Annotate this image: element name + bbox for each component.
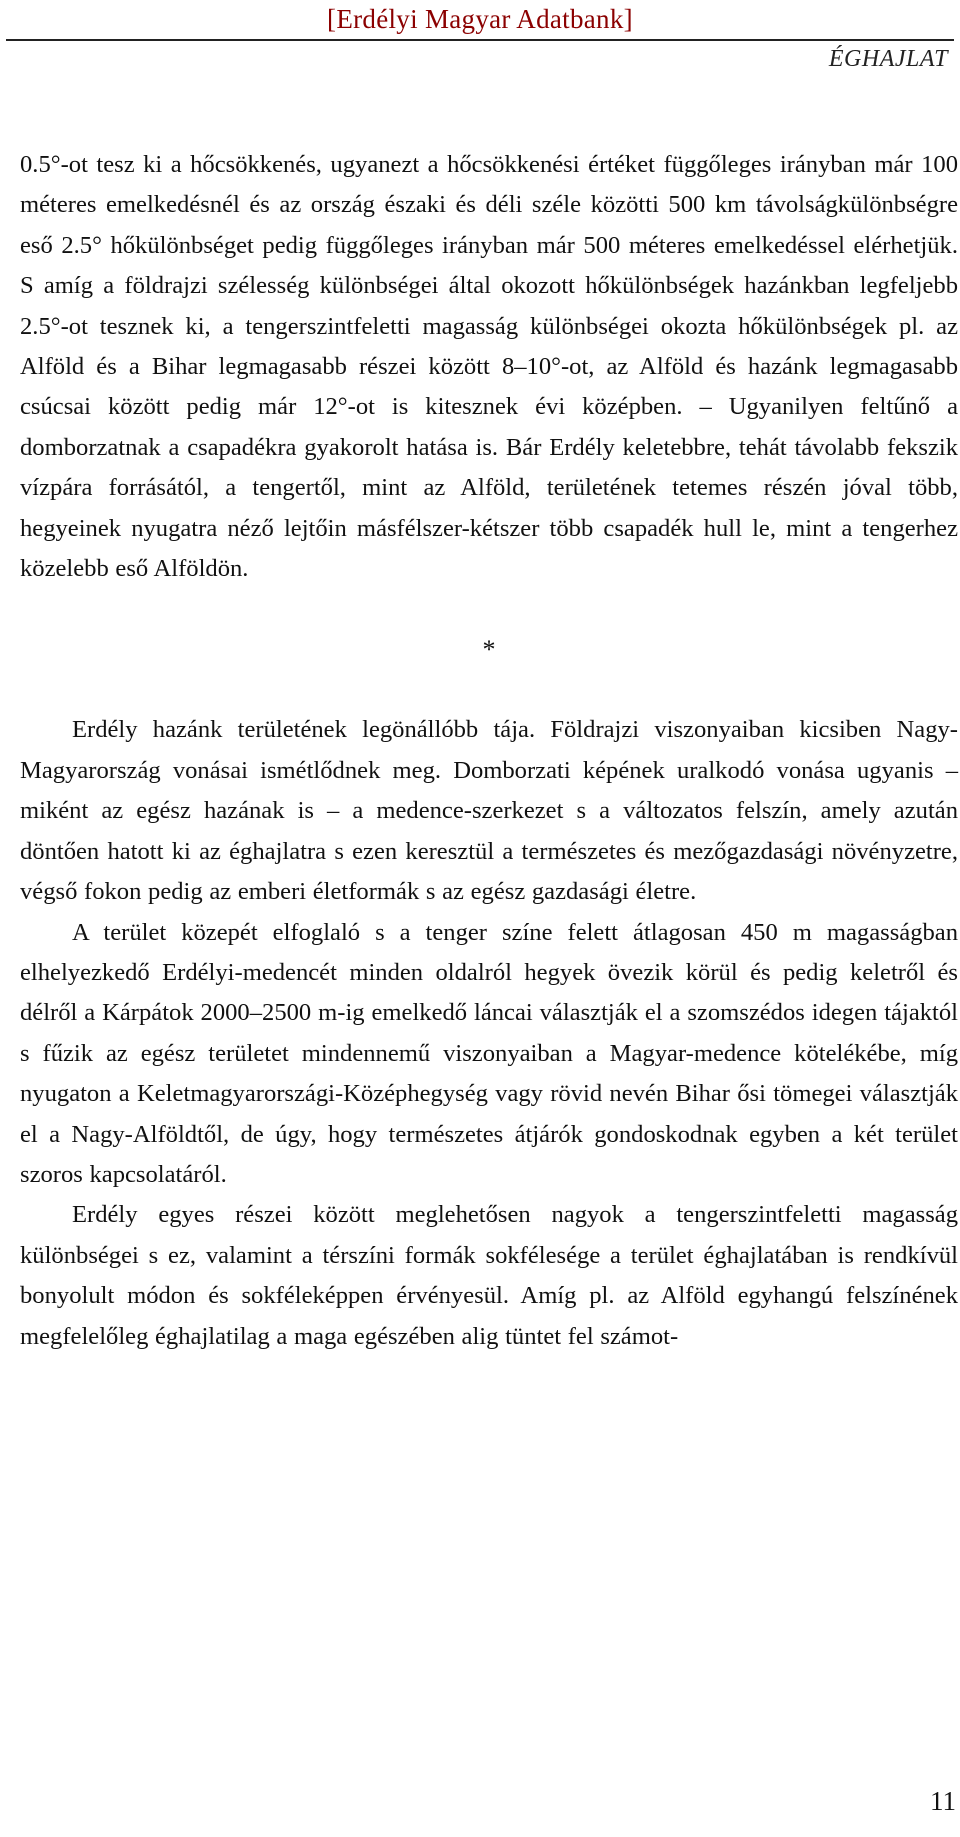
page-header xyxy=(0,0,960,86)
page-number: 11 xyxy=(930,1786,956,1816)
paragraph-3: A terület közepét elfoglaló s a tenger színe felett átlagosan 450 m magasságban elhelyezkedő Erdélyi-medencét minden oldalról hegyek övezik körül és pedig keletről és délről a Kárpátok 2000–2500 m-ig emelkedő láncai választják el a szomszédos idegen tájaktól s fűzik az egész területet mindennemű viszonyaiban a Magyar-medence kötelékébe, míg nyugaton a Keletmagyarországi-Középhegység vagy rövid nevén Bihar ősi tömegei választják el a Nagy-Alföldtől, de úgy, hogy természetes átjárók gondoskodnak egyben a két terület szoros kapcsolatáról. xyxy=(20,918,958,1188)
paragraph-4: Erdély egyes részei között meglehetősen nagyok a tengerszintfeletti magasság különbségei s ez, valamint a térszíni formák sokfélesége a terület éghajlatában is rendkívül bonyolult módon és sokféleképpen érvényesül. Amíg pl. az Alföld egyhangú felszínének megfelelőleg éghajlatilag a maga egészében alig tüntet fel számot- xyxy=(20,1201,958,1350)
paragraph-1: 0.5°-ot tesz ki a hőcsökkenés, ugyanezt a hőcsökkenési értéket függőleges irányban már 100 méteres emelkedésnél és az ország északi és déli széle közötti 500 km távolságkülönbségre eső 2.5° hőkülönbséget pedig függőleges irányban már 500 méteres emelkedéssel elérhetjük. S amíg a földrajzi szélesség különbségei által okozott hőkülönbségek hazánkban legfeljebb 2.5°-ot tesznek ki, a tengerszintfeletti magasság különbségei okozta hőkülönbségek pl. az Alföld és a Bihar legmagasabb részei között 8–10°-ot, az Alföld és hazánk legmagasabb csúcsai között pedig már 12°-ot is kitesznek évi középben. – Ugyanilyen feltűnő a domborzatnak a csapadékra gyakorolt hatása is. Bár Erdély keletebbre, tehát távolabb fekszik vízpára forrásától, a tengertől, mint az Alföld, területének tetemes részén jóval több, hegyeinek nyugatra néző lejtőin másfélszer-kétszer több csapadék hull le, mint a tengerhez közelebb eső Alföldön. xyxy=(20,151,958,583)
section-title: ÉGHAJLAT xyxy=(828,46,948,72)
document-body xyxy=(20,145,958,1357)
paragraph-2: Erdély hazánk területének legönállóbb tája. Földrajzi viszonyaiban kicsiben Nagy-Magyarország vonásai ismétlődnek meg. Domborzati képének uralkodó vonása ugyanis – miként az egész hazának is – a medence-szerkezet s a változatos felszín, amely azután döntően hatott ki az éghajlatra s ezen keresztül a természetes és mezőgazdasági növényzetre, végső fokon pedig az emberi életformák s az egész gazdasági életre. xyxy=(20,716,958,906)
section-separator: * xyxy=(482,635,496,665)
site-title[interactable]: [Erdélyi Magyar Adatbank] xyxy=(327,4,633,34)
header-rule xyxy=(6,39,954,41)
